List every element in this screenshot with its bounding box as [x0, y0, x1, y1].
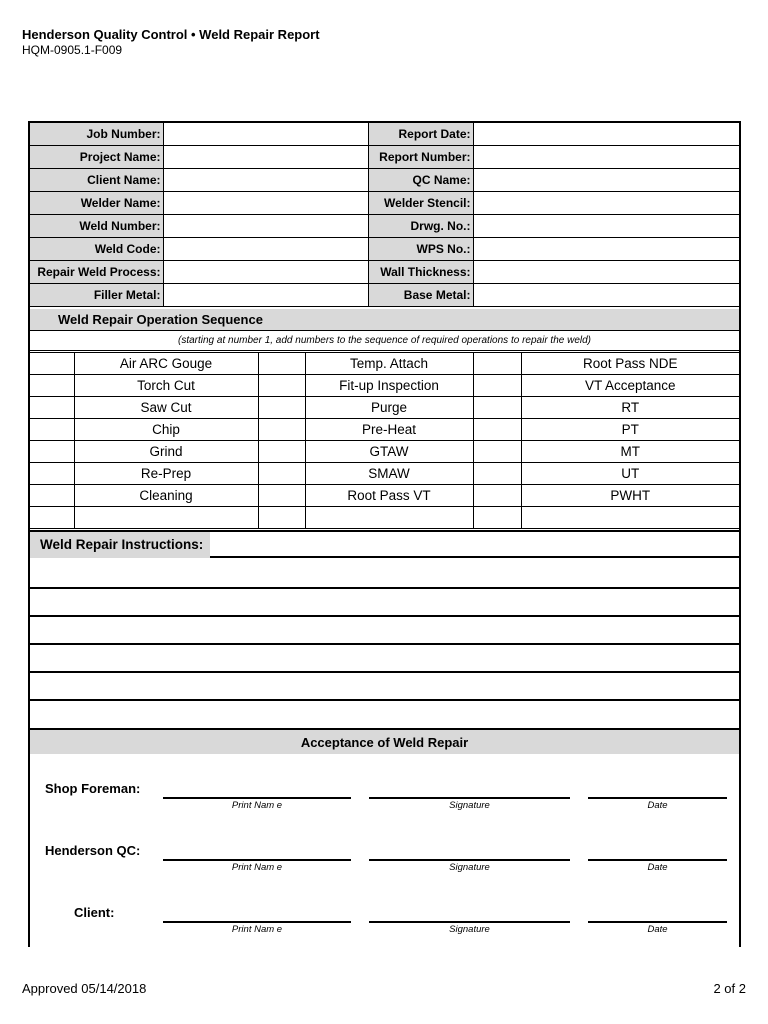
sequence-number-cell[interactable]	[258, 375, 305, 397]
sequence-number-cell[interactable]	[258, 397, 305, 419]
client-label: Client:	[74, 905, 115, 920]
instructions-line[interactable]	[30, 587, 739, 589]
instructions-header	[30, 530, 739, 558]
signature-caption: Signature	[449, 800, 490, 811]
shop-foreman-signature-line[interactable]	[369, 797, 570, 799]
operation-label	[305, 507, 473, 529]
shop-foreman-print-name-line[interactable]	[163, 797, 351, 799]
print-name-caption: Print Nam e	[231, 862, 283, 873]
field-label: Report Number:	[368, 146, 473, 169]
instructions-line[interactable]	[30, 671, 739, 673]
sequence-number-cell[interactable]	[30, 507, 74, 529]
filler-metal-field[interactable]	[163, 284, 368, 307]
sequence-title: Weld Repair Operation Sequence	[30, 309, 739, 331]
info-row	[30, 284, 739, 307]
wps-number-field[interactable]	[473, 238, 739, 261]
weld-code-field[interactable]	[163, 238, 368, 261]
welder-name-field[interactable]	[163, 192, 368, 215]
report-info-table	[30, 123, 739, 307]
operation-label	[521, 507, 739, 529]
client-name-field[interactable]	[163, 169, 368, 192]
info-row	[30, 123, 739, 146]
sequence-number-cell[interactable]	[473, 441, 521, 463]
sequence-number-cell[interactable]	[258, 507, 305, 529]
shop-foreman-date-line[interactable]	[588, 797, 727, 799]
field-label: Welder Stencil:	[368, 192, 473, 215]
acceptance-title: Acceptance of Weld Repair	[30, 728, 739, 754]
sequence-number-cell[interactable]	[473, 463, 521, 485]
operation-row	[30, 375, 739, 397]
client-print-name-line[interactable]	[163, 921, 351, 923]
field-label: Drwg. No.:	[368, 215, 473, 238]
operation-label: PWHT	[521, 485, 739, 507]
shop-foreman-label: Shop Foreman:	[45, 781, 141, 796]
wall-thickness-field[interactable]	[473, 261, 739, 284]
sequence-number-cell[interactable]	[473, 507, 521, 529]
print-name-caption: Print Nam e	[231, 924, 283, 935]
client-date-line[interactable]	[588, 921, 727, 923]
operation-label: VT Acceptance	[521, 375, 739, 397]
operation-row	[30, 507, 739, 529]
field-label: Base Metal:	[368, 284, 473, 307]
operation-label: Grind	[74, 441, 258, 463]
sequence-number-cell[interactable]	[30, 441, 74, 463]
job-number-field[interactable]	[163, 123, 368, 146]
instructions-line[interactable]	[210, 532, 739, 558]
instructions-line[interactable]	[30, 615, 739, 617]
operation-label	[74, 507, 258, 529]
instructions-line[interactable]	[30, 643, 739, 645]
field-label: QC Name:	[368, 169, 473, 192]
operation-label: GTAW	[305, 441, 473, 463]
operation-row	[30, 463, 739, 485]
approved-date: Approved 05/14/2018	[22, 981, 147, 996]
page-number: 2 of 2	[713, 981, 746, 996]
sequence-number-cell[interactable]	[30, 463, 74, 485]
sequence-number-cell[interactable]	[30, 397, 74, 419]
henderson-qc-signature-line[interactable]	[369, 859, 570, 861]
operation-label: Fit-up Inspection	[305, 375, 473, 397]
sequence-number-cell[interactable]	[258, 419, 305, 441]
operation-label: Torch Cut	[74, 375, 258, 397]
report-date-field[interactable]	[473, 123, 739, 146]
operation-row	[30, 441, 739, 463]
operation-label: UT	[521, 463, 739, 485]
sequence-number-cell[interactable]	[30, 419, 74, 441]
sequence-number-cell[interactable]	[258, 485, 305, 507]
date-caption: Date	[647, 800, 668, 811]
info-row	[30, 169, 739, 192]
operation-label: RT	[521, 397, 739, 419]
field-label: Filler Metal:	[30, 284, 163, 307]
field-label: Job Number:	[30, 123, 163, 146]
info-row	[30, 215, 739, 238]
field-label: Project Name:	[30, 146, 163, 169]
field-label: Wall Thickness:	[368, 261, 473, 284]
field-label: Report Date:	[368, 123, 473, 146]
sequence-number-cell[interactable]	[473, 397, 521, 419]
date-caption: Date	[647, 862, 668, 873]
henderson-qc-date-line[interactable]	[588, 859, 727, 861]
operation-row	[30, 419, 739, 441]
sequence-number-cell[interactable]	[30, 485, 74, 507]
instructions-label: Weld Repair Instructions:	[30, 532, 210, 558]
form-code: HQM-0905.1-F009	[22, 43, 123, 57]
drawing-number-field[interactable]	[473, 215, 739, 238]
operation-label: Pre-Heat	[305, 419, 473, 441]
sequence-number-cell[interactable]	[258, 353, 305, 375]
operation-label: MT	[521, 441, 739, 463]
qc-name-field[interactable]	[473, 169, 739, 192]
welder-stencil-field[interactable]	[473, 192, 739, 215]
info-row	[30, 261, 739, 284]
sequence-number-cell[interactable]	[30, 375, 74, 397]
info-row	[30, 238, 739, 261]
signature-caption: Signature	[449, 862, 490, 873]
sequence-number-cell[interactable]	[258, 463, 305, 485]
weld-number-field[interactable]	[163, 215, 368, 238]
report-number-field[interactable]	[473, 146, 739, 169]
info-row	[30, 146, 739, 169]
base-metal-field[interactable]	[473, 284, 739, 307]
repair-weld-process-field[interactable]	[163, 261, 368, 284]
operation-label: Purge	[305, 397, 473, 419]
field-label: WPS No.:	[368, 238, 473, 261]
doc-title: Henderson Quality Control • Weld Repair Report	[22, 27, 320, 42]
sequence-number-cell[interactable]	[473, 485, 521, 507]
operation-label: Cleaning	[74, 485, 258, 507]
date-caption: Date	[647, 924, 668, 935]
project-name-field[interactable]	[163, 146, 368, 169]
sequence-note: (starting at number 1, add numbers to the sequence of required operations to repair the weld)	[30, 331, 739, 351]
signature-caption: Signature	[449, 924, 490, 935]
sequence-number-cell[interactable]	[473, 353, 521, 375]
field-label: Weld Code:	[30, 238, 163, 261]
operation-label: Air ARC Gouge	[74, 353, 258, 375]
operation-row	[30, 353, 739, 375]
henderson-qc-label: Henderson QC:	[45, 843, 141, 858]
field-label: Weld Number:	[30, 215, 163, 238]
operation-row	[30, 397, 739, 419]
operation-sequence-table	[30, 352, 739, 529]
info-row	[30, 192, 739, 215]
instructions-line[interactable]	[30, 699, 739, 701]
sequence-number-cell[interactable]	[473, 375, 521, 397]
operation-label: Re-Prep	[74, 463, 258, 485]
sequence-number-cell[interactable]	[473, 419, 521, 441]
operation-label: PT	[521, 419, 739, 441]
print-name-caption: Print Nam e	[231, 800, 283, 811]
henderson-qc-print-name-line[interactable]	[163, 859, 351, 861]
sequence-number-cell[interactable]	[258, 441, 305, 463]
field-label: Repair Weld Process:	[30, 261, 163, 284]
weld-repair-form	[28, 121, 741, 947]
client-signature-line[interactable]	[369, 921, 570, 923]
operation-label: Root Pass NDE	[521, 353, 739, 375]
operation-label: SMAW	[305, 463, 473, 485]
operation-label: Saw Cut	[74, 397, 258, 419]
operation-label: Chip	[74, 419, 258, 441]
field-label: Client Name:	[30, 169, 163, 192]
operation-row	[30, 485, 739, 507]
operation-label: Temp. Attach	[305, 353, 473, 375]
sequence-number-cell[interactable]	[30, 353, 74, 375]
field-label: Welder Name:	[30, 192, 163, 215]
operation-label: Root Pass VT	[305, 485, 473, 507]
